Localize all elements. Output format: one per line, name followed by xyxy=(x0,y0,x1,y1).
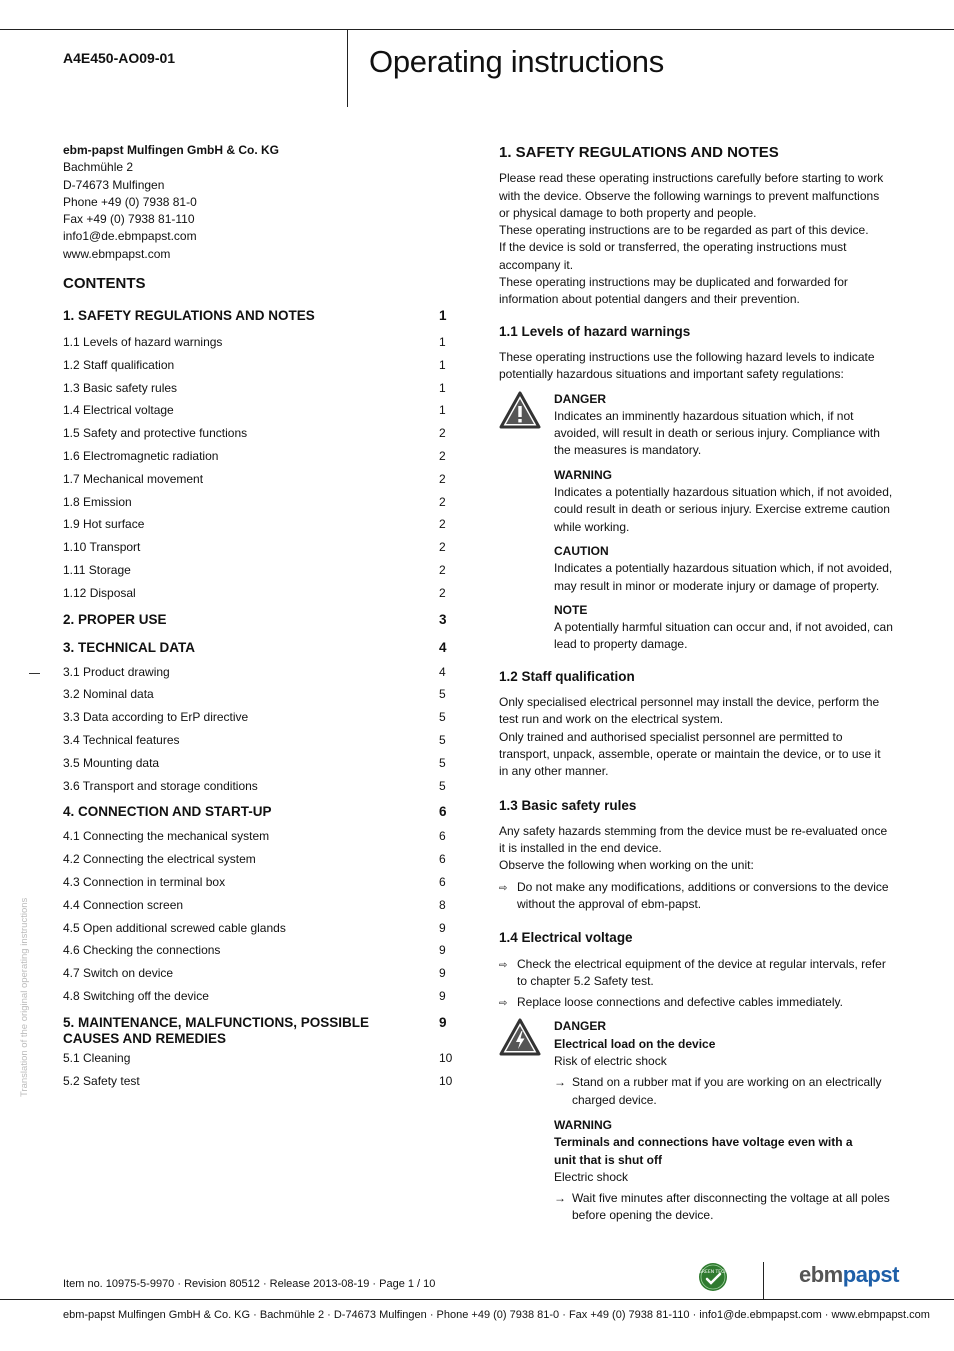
toc-row[interactable] xyxy=(63,753,453,776)
toc-row[interactable] xyxy=(63,492,453,515)
toc-page-number: 6 xyxy=(439,875,446,890)
arrow-text: Wait five minutes after disconnecting the voltage at all poles before opening the device. xyxy=(572,1191,890,1223)
toc-page-number: 2 xyxy=(439,585,446,600)
toc-row[interactable] xyxy=(63,400,453,423)
toc-page-number: 3 xyxy=(439,611,447,627)
header-top-rule xyxy=(0,29,954,30)
toc-label: 3.4 Technical features xyxy=(63,733,180,748)
electric-hazard-icon xyxy=(499,1018,541,1056)
s11-paragraph: These operating instructions use the following hazard levels to indicate potentially hazardous situations and important safety regulations: xyxy=(499,349,875,382)
toc-row[interactable] xyxy=(63,849,453,872)
header-divider xyxy=(347,29,348,107)
footer-item-info: Item no. 10975-5-9970 · Revision 80512 · Release 2013-08-19 · Page 1 / 10 xyxy=(63,1278,436,1290)
company-address xyxy=(63,142,453,263)
s1-paragraph: Please read these operating instructions carefully before starting to work with the device. Observe the following warnings to prevent malfunctions or physical damage to both property and people. xyxy=(499,171,884,220)
toc-row[interactable] xyxy=(63,872,453,895)
toc-page-number: 2 xyxy=(439,471,446,486)
toc-section-row[interactable] xyxy=(63,1009,453,1048)
toc-label: 4.7 Switch on device xyxy=(63,966,174,981)
toc-label: 4.4 Connection screen xyxy=(63,897,184,912)
toc-row[interactable] xyxy=(63,986,453,1009)
list-item xyxy=(499,994,893,1012)
toc-page-number: 10 xyxy=(439,1050,453,1065)
hazard-levels-block xyxy=(499,391,893,654)
toc-row[interactable] xyxy=(63,537,453,560)
toc-row[interactable] xyxy=(63,662,453,685)
toc-row[interactable] xyxy=(63,514,453,537)
section-1-1-title: 1.1 Levels of hazard warnings xyxy=(499,323,691,339)
e-danger-subtitle: Electrical load on the device xyxy=(554,1036,716,1051)
toc-page-number: 9 xyxy=(439,943,446,958)
toc-label: 4.2 Connecting the electrical system xyxy=(63,852,256,867)
badge-text: GREEN TECH xyxy=(698,1270,728,1275)
s1-paragraph: If the device is sold or transferred, the operating instructions must accompany it. xyxy=(499,240,847,272)
toc-row[interactable] xyxy=(63,940,453,963)
toc-page-number: 2 xyxy=(439,517,446,532)
company-street: Bachmühle 2 xyxy=(63,160,134,175)
margin-tick xyxy=(29,673,40,674)
toc-row[interactable] xyxy=(63,730,453,753)
toc-row[interactable] xyxy=(63,378,453,401)
arrow-right-icon: → xyxy=(554,1075,566,1090)
footer-contact-line: ebm-papst Mulfingen GmbH & Co. KG · Bachmühle 2 · D-74673 Mulfingen · Phone +49 (0) 7938 81-0 · Fax +49 (0) 7938 81-110 · info1@de.ebmpapst.com · www.ebmpapst.com xyxy=(63,1309,930,1321)
danger-desc: Indicates an imminently hazardous situation which, if not avoided, will result in death or serious injury. Compliance with the measures is mandatory. xyxy=(554,408,880,458)
e-danger-label: DANGER xyxy=(554,1019,607,1034)
toc-page-number: 1 xyxy=(439,380,446,395)
footer-rule xyxy=(0,1299,954,1300)
e-warning-desc: Electric shock xyxy=(554,1169,629,1184)
s1-paragraph: These operating instructions are to be regarded as part of this device. xyxy=(499,223,869,238)
toc-label: 5.2 Safety test xyxy=(63,1073,140,1088)
toc-label: 3.6 Transport and storage conditions xyxy=(63,778,258,793)
translation-side-note: Translation of the original operating instructions xyxy=(19,897,30,1097)
toc-row[interactable] xyxy=(63,583,453,606)
toc-page-number: 2 xyxy=(439,494,446,509)
company-web: www.ebmpapst.com xyxy=(63,246,171,261)
e-warning-label: WARNING xyxy=(554,1117,612,1132)
company-phone: Phone +49 (0) 7938 81-0 xyxy=(63,194,197,209)
toc-page-number: 10 xyxy=(439,1073,453,1088)
bullet-arrow-icon: ⇨ xyxy=(499,959,508,971)
company-name: ebm-papst Mulfingen GmbH & Co. KG xyxy=(63,143,279,157)
toc-page-number: 1 xyxy=(439,308,447,324)
bullet-text: Check the electrical equipment of the device at regular intervals, refer to chapter 5.2 Safety test. xyxy=(517,956,886,988)
toc-row[interactable] xyxy=(63,776,453,799)
toc-row[interactable] xyxy=(63,469,453,492)
toc-page-number: 8 xyxy=(439,897,446,912)
bullet-arrow-icon: ⇨ xyxy=(499,998,508,1010)
list-item xyxy=(554,1074,893,1109)
toc-label: 3.1 Product drawing xyxy=(63,664,170,679)
toc-label: 2. PROPER USE xyxy=(63,611,167,627)
toc-label: 1.2 Staff qualification xyxy=(63,357,175,372)
toc-page-number: 2 xyxy=(439,426,446,441)
toc-section-row[interactable] xyxy=(63,798,453,826)
left-column xyxy=(63,142,453,1093)
e-danger-desc: Risk of electric shock xyxy=(554,1054,667,1069)
toc-page-number: 2 xyxy=(439,540,446,555)
toc-page-number: 4 xyxy=(439,664,446,679)
toc-page-number: 6 xyxy=(439,804,447,820)
page-title: Operating instructions xyxy=(369,44,664,79)
toc-page-number: 1 xyxy=(439,357,446,372)
s12-paragraph: Only trained and authorised specialist personnel are permitted to transport, unpack, assemble, operate or maintain the device, or to use it in any other manner. xyxy=(499,729,881,779)
s1-paragraph: These operating instructions may be duplicated and forwarded for information about potential dangers and their prevention. xyxy=(499,275,848,307)
toc-row[interactable] xyxy=(63,560,453,583)
toc-page-number: 4 xyxy=(439,639,447,655)
right-column xyxy=(499,144,893,1225)
toc-label: 4.5 Open additional screwed cable glands xyxy=(63,920,286,935)
list-item xyxy=(554,1190,893,1225)
toc-label: 1.11 Storage xyxy=(63,563,131,578)
toc-section-row[interactable] xyxy=(63,606,453,634)
toc-page-number: 5 xyxy=(439,755,446,770)
toc-label: 5. MAINTENANCE, MALFUNCTIONS, POSSIBLE CAUSES AND REMEDIES xyxy=(63,1014,370,1046)
toc-label: 1.6 Electromagnetic radiation xyxy=(63,449,219,464)
table-of-contents xyxy=(63,308,453,1093)
toc-page-number: 2 xyxy=(439,449,446,464)
toc-label: 1. SAFETY REGULATIONS AND NOTES xyxy=(63,308,315,324)
warning-triangle-icon xyxy=(499,391,541,429)
section-1-2-title: 1.2 Staff qualification xyxy=(499,668,635,684)
section-1-title: 1. SAFETY REGULATIONS AND NOTES xyxy=(499,144,779,161)
section-1-3-title: 1.3 Basic safety rules xyxy=(499,797,637,813)
toc-row[interactable] xyxy=(63,895,453,918)
logo-divider xyxy=(763,1262,764,1299)
toc-row[interactable] xyxy=(63,684,453,707)
toc-label: 1.3 Basic safety rules xyxy=(63,380,178,395)
toc-label: 4.8 Switching off the device xyxy=(63,989,209,1003)
toc-label: 4. CONNECTION AND START-UP xyxy=(63,804,272,820)
toc-page-number: 5 xyxy=(439,733,446,748)
toc-label: 1.1 Levels of hazard warnings xyxy=(63,335,223,350)
warning-desc: Indicates a potentially hazardous situation which, if not avoided, could result in death or serious injury. Exercise extreme caution while working. xyxy=(554,485,893,534)
toc-label: 1.4 Electrical voltage xyxy=(63,403,174,418)
toc-row[interactable] xyxy=(63,918,453,941)
contents-title: CONTENTS xyxy=(63,275,146,293)
arrow-right-icon: → xyxy=(554,1191,566,1206)
toc-row[interactable] xyxy=(63,963,453,986)
toc-section-row[interactable] xyxy=(63,308,453,332)
toc-row[interactable] xyxy=(63,707,453,730)
toc-label: 5.1 Cleaning xyxy=(63,1050,131,1065)
toc-label: 3.3 Data according to ErP directive xyxy=(63,710,249,725)
toc-label: 3.2 Nominal data xyxy=(63,687,154,702)
toc-label: 4.1 Connecting the mechanical system xyxy=(63,829,270,844)
toc-label: 4.6 Checking the connections xyxy=(63,943,221,958)
toc-page-number: 6 xyxy=(439,829,446,844)
caution-desc: Indicates a potentially hazardous situation which, if not avoided, may result in minor or moderate injury or damage of property. xyxy=(554,561,893,593)
company-email: info1@de.ebmpapst.com xyxy=(63,229,197,244)
e-warning-subtitle: Terminals and connections have voltage even with a unit that is shut off xyxy=(554,1135,853,1167)
logo-part-papst: papst xyxy=(842,1262,899,1287)
green-tech-badge-icon xyxy=(698,1262,728,1292)
toc-row[interactable] xyxy=(63,1071,453,1094)
electrical-hazard-block xyxy=(499,1018,893,1224)
toc-row[interactable] xyxy=(63,826,453,849)
toc-row[interactable] xyxy=(63,423,453,446)
s12-paragraph: Only specialised electrical personnel may install the device, perform the test run and work on the electrical system. xyxy=(499,695,880,727)
caution-label: CAUTION xyxy=(554,543,609,558)
ebmpapst-logo xyxy=(799,1262,899,1288)
toc-label: 1.10 Transport xyxy=(63,540,141,555)
toc-page-number: 9 xyxy=(439,920,446,935)
toc-page-number: 1 xyxy=(439,335,446,350)
toc-label: 1.9 Hot surface xyxy=(63,517,145,532)
section-1-4-title: 1.4 Electrical voltage xyxy=(499,930,633,946)
toc-label: 1.7 Mechanical movement xyxy=(63,471,204,486)
toc-label: 3. TECHNICAL DATA xyxy=(63,639,196,655)
model-number: A4E450-AO09-01 xyxy=(63,50,176,66)
company-fax: Fax +49 (0) 7938 81-110 xyxy=(63,212,195,227)
logo-part-ebm: ebm xyxy=(799,1262,843,1287)
toc-page-number: 1 xyxy=(439,403,446,418)
list-item xyxy=(499,956,893,991)
toc-row[interactable] xyxy=(63,1048,453,1071)
list-item xyxy=(499,879,893,914)
company-city: D-74673 Mulfingen xyxy=(63,177,165,192)
arrow-text: Stand on a rubber mat if you are working on an electrically charged device. xyxy=(572,1075,882,1107)
toc-page-number: 2 xyxy=(439,563,446,578)
bullet-arrow-icon: ⇨ xyxy=(499,882,508,894)
bullet-text: Do not make any modifications, additions or conversions to the device without the approval of ebm-papst. xyxy=(517,879,889,911)
s13-paragraph: Any safety hazards stemming from the device must be re-evaluated once it is installed in the end device. xyxy=(499,823,888,856)
toc-label: 1.12 Disposal xyxy=(63,585,136,600)
danger-label: DANGER xyxy=(554,391,607,406)
toc-label: 1.5 Safety and protective functions xyxy=(63,426,248,441)
note-desc: A potentially harmful situation can occur and, if not avoided, can lead to property damage. xyxy=(554,620,893,652)
toc-row[interactable] xyxy=(63,332,453,355)
toc-page-number: 9 xyxy=(439,989,446,1003)
toc-label: 3.5 Mounting data xyxy=(63,755,160,770)
toc-section-row[interactable] xyxy=(63,634,453,662)
toc-page-number: 6 xyxy=(439,852,446,867)
warning-label: WARNING xyxy=(554,467,612,482)
toc-page-number: 5 xyxy=(439,687,446,702)
toc-page-number: 9 xyxy=(439,966,446,981)
s13-paragraph: Observe the following when working on the unit: xyxy=(499,858,754,873)
toc-row[interactable] xyxy=(63,355,453,378)
note-label: NOTE xyxy=(554,602,588,617)
toc-label: 1.8 Emission xyxy=(63,494,132,509)
bullet-text: Replace loose connections and defective cables immediately. xyxy=(517,995,843,1010)
toc-page-number: 5 xyxy=(439,778,446,793)
toc-page-number: 5 xyxy=(439,710,446,725)
toc-label: 4.3 Connection in terminal box xyxy=(63,875,226,890)
toc-page-number: 9 xyxy=(439,1014,447,1030)
toc-row[interactable] xyxy=(63,446,453,469)
